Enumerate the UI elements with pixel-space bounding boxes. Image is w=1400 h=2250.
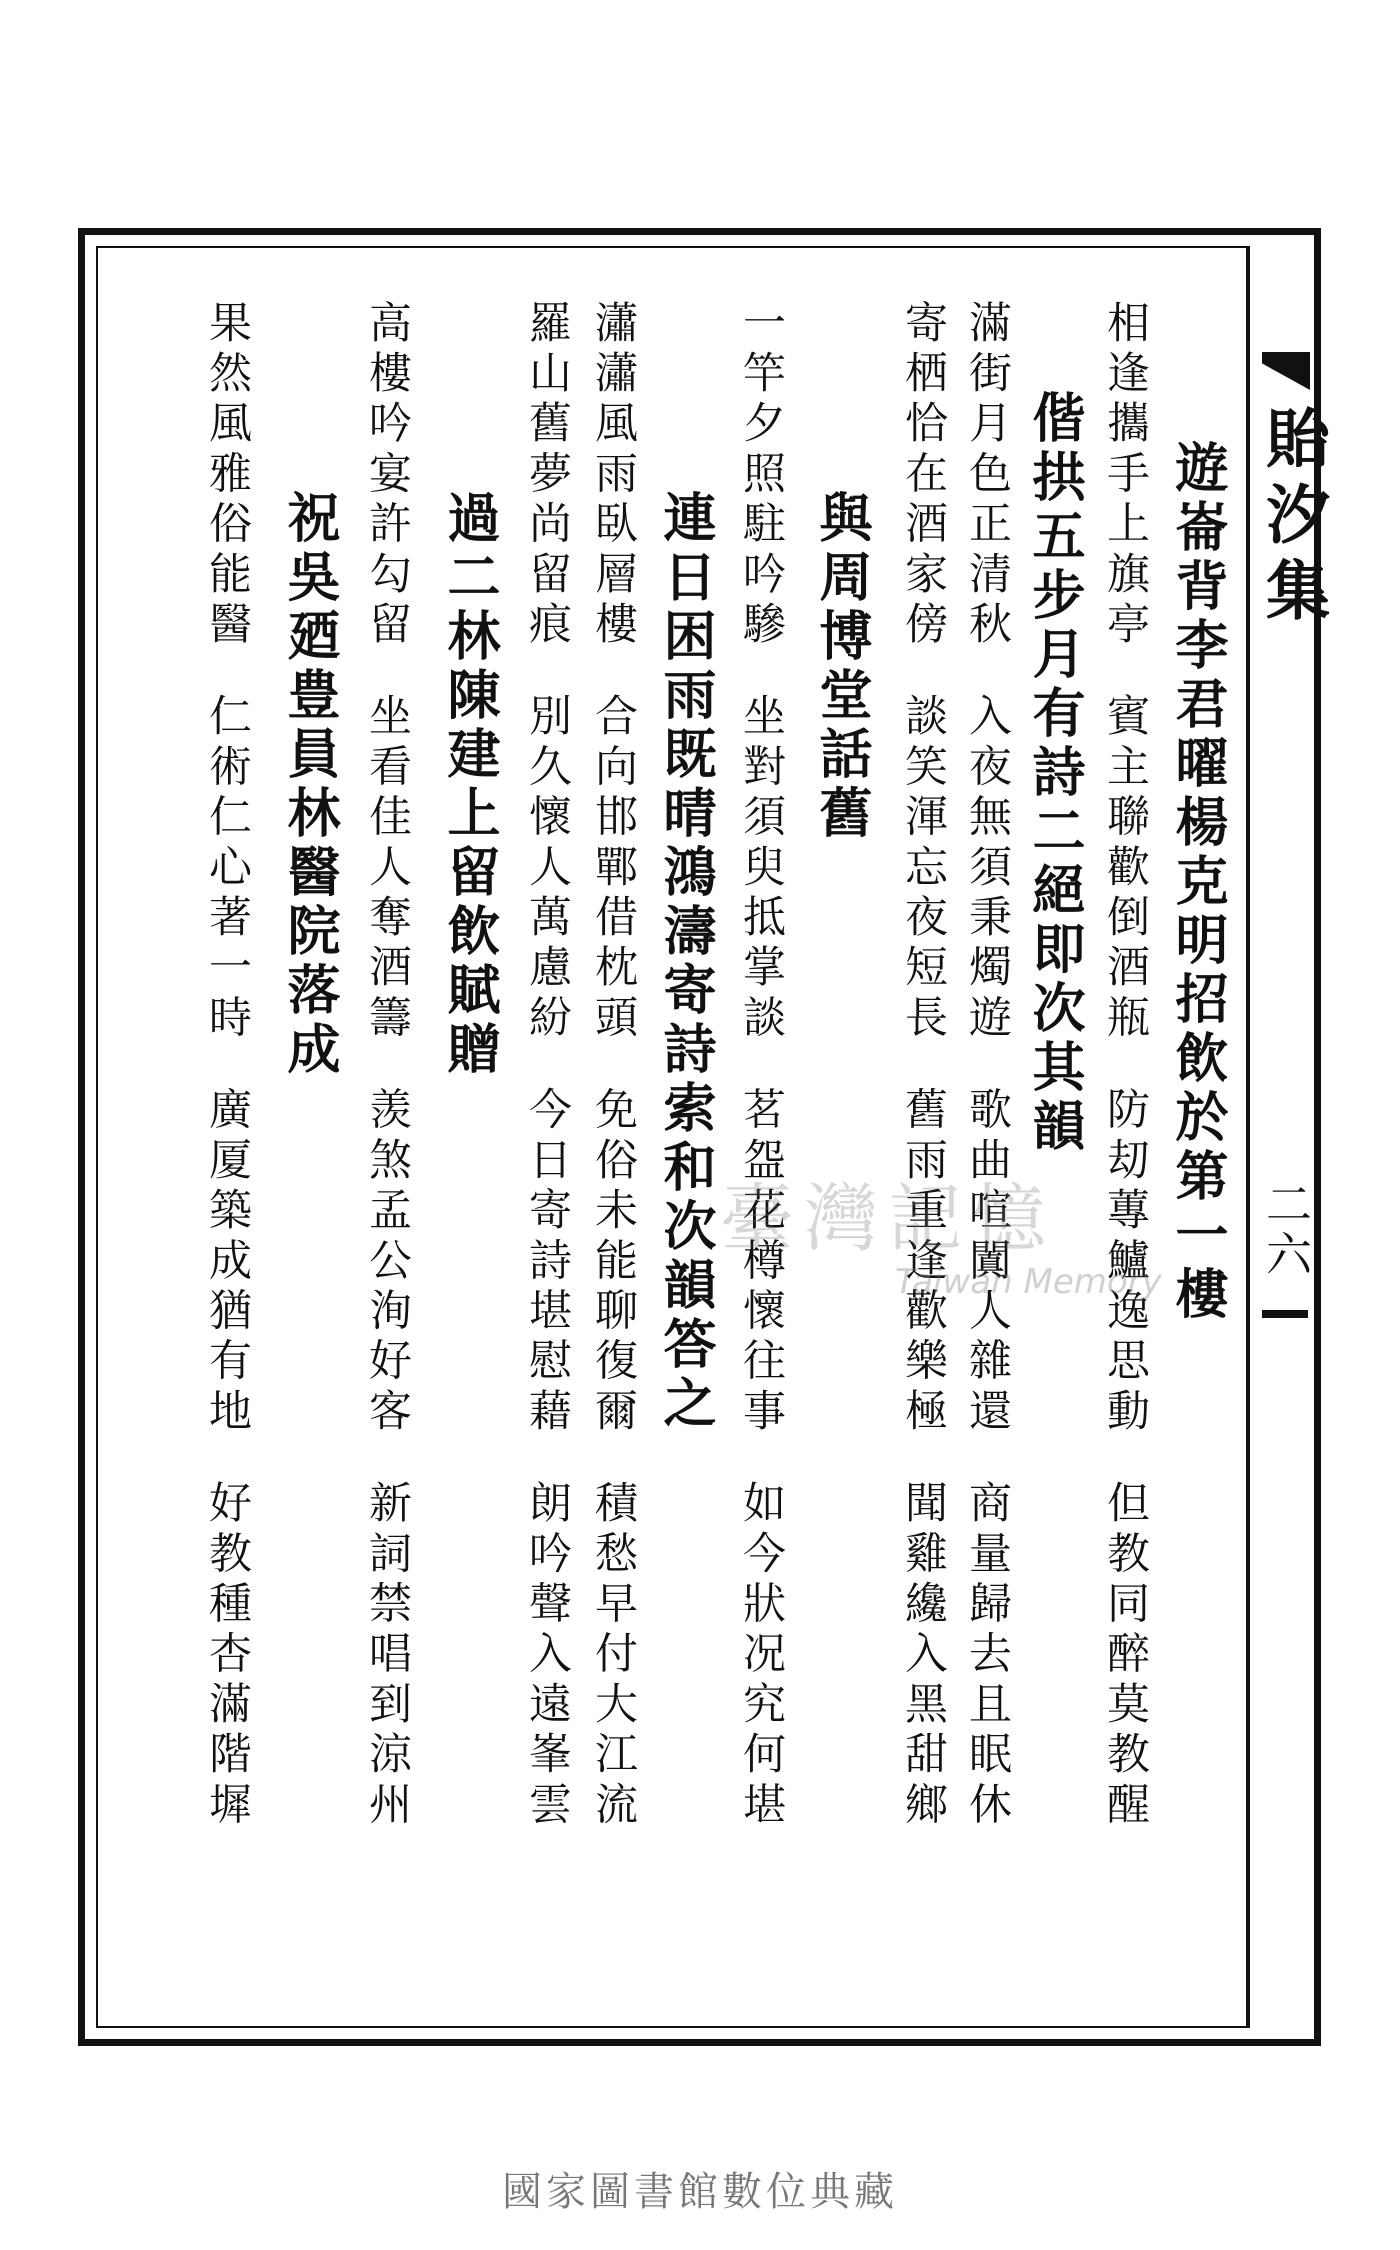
verse-line: 滿街月色正清秋入夜無須秉燭遊歌曲喧闐人雜還商量歸去且眠休 bbox=[962, 300, 1012, 1832]
poem-title: 遊崙背李君曜楊克明招飲於第一樓 bbox=[1167, 440, 1229, 1325]
watermark: 臺灣記憶 bbox=[720, 1176, 1056, 1262]
verse-line: 寄栖恰在酒家傍談笑渾忘夜短長舊雨重逢歡樂極聞雞纔入黑甜鄉 bbox=[898, 300, 948, 1832]
poem-title: 過二林陳建上留飲賦贈 bbox=[439, 490, 501, 1080]
verse-line: 果然風雅俗能醫仁術仁心著一時廣厦築成猶有地好教種杏滿階墀 bbox=[202, 300, 252, 1832]
archive-footer: 國家圖書館數位典藏 bbox=[502, 2169, 898, 2215]
page-number: 二六 bbox=[1259, 1180, 1313, 1280]
verse-line: 瀟瀟風雨臥層樓合向邯鄲借枕頭免俗未能聊復爾積愁早付大江流 bbox=[588, 300, 638, 1832]
verse-line: 相逢攜手上旗亭賓主聯歡倒酒瓶防刧蓴鱸逸思動但教同醉莫教醒 bbox=[1100, 300, 1150, 1832]
verse-line: 一竿夕照駐吟驂坐對須臾抵掌談茗盌花樽懷往事如今狀况究何堪 bbox=[736, 300, 786, 1832]
margin-divider bbox=[1248, 246, 1250, 2028]
poem-title: 與周博堂話舊 bbox=[811, 490, 873, 844]
poem-title: 連日困雨既晴鴻濤寄詩索和次韻答之 bbox=[655, 490, 717, 1434]
verse-line: 羅山舊夢尚留痕別久懷人萬慮紛今日寄詩堪慰藉朗吟聲入遠峯雲 bbox=[522, 300, 572, 1832]
poem-title: 祝吳廼豊員林醫院落成 bbox=[279, 490, 341, 1080]
poem-title: 偕拱五步月有詩二絕即次其韻 bbox=[1024, 390, 1086, 1157]
page-number-bar bbox=[1262, 1310, 1308, 1318]
book-title: 貽汐集 bbox=[1255, 405, 1330, 633]
verse-line: 高樓吟宴許勾留坐看佳人奪酒籌羡煞孟公洵好客新詞禁唱到涼州 bbox=[362, 300, 412, 1832]
watermark-subtext: Taiwan Memory bbox=[895, 1262, 1162, 1302]
